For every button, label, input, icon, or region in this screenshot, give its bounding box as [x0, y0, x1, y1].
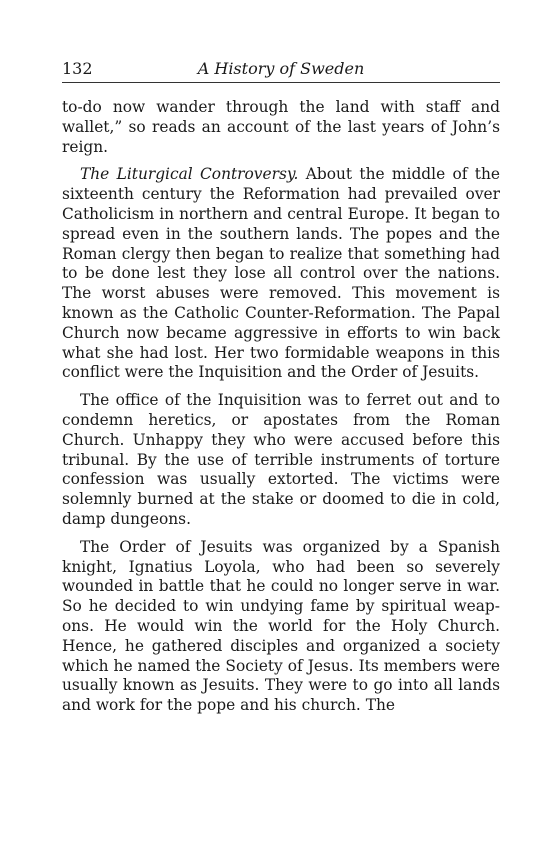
paragraph-inquisition	[62, 391, 500, 530]
paragraph-text: About the middle of the sixteenth century the Reformation had prevailed over Catholicism in northern and central Europe. It began to spread even in the southern lands. The popes and the Roman clergy then began to realize that something had to be done lest they lose all control over the nations. The worst abuses were removed. This movement is known as the Catholic Counter-Reformation. The Papal Church now became aggressive in efforts to win back what she had lost. Her two formidable weapons in this conflict were the Inquisition and the Order of Jesuits.	[62, 165, 500, 382]
section-lead-heading: The Liturgical Controversy.	[80, 165, 299, 184]
running-title: A History of Sweden	[197, 59, 365, 78]
page-header	[62, 58, 500, 82]
paragraph-text: The Order of Jesuits was organized by a Spanish knight, Ignatius Loyola, who had been so severely wounded in battle that he could no longer serve in war. So he decided to win undying fame by spiritual weapons. He would win the world for the Holy Church. Hence, he gathered disciples and organized a society which he named the Society of Jesus. Its members were usually known as Jesuits. They were to go into all lands and work for the pope and his church. The	[62, 537, 500, 715]
book-page	[62, 58, 500, 724]
paragraph-continuation	[62, 98, 500, 157]
paragraph-jesuits	[62, 538, 500, 716]
paragraph-text: to-do now wander through the land with staff and wallet,” so reads an account of the last years of John’s reign.	[62, 98, 500, 156]
header-rule	[62, 82, 500, 83]
paragraph-text: The office of the Inquisition was to ferret out and to condemn heretics, or apostates from the Roman Church. Unhappy they who were accused before this tribunal. By the use of terrible instruments of torture confession was usually extorted. The victims were solemnly burned at the stake or doomed to die in cold, damp dungeons.	[62, 391, 500, 528]
paragraph-liturgical-controversy	[62, 165, 500, 383]
page-number: 132	[62, 59, 93, 78]
